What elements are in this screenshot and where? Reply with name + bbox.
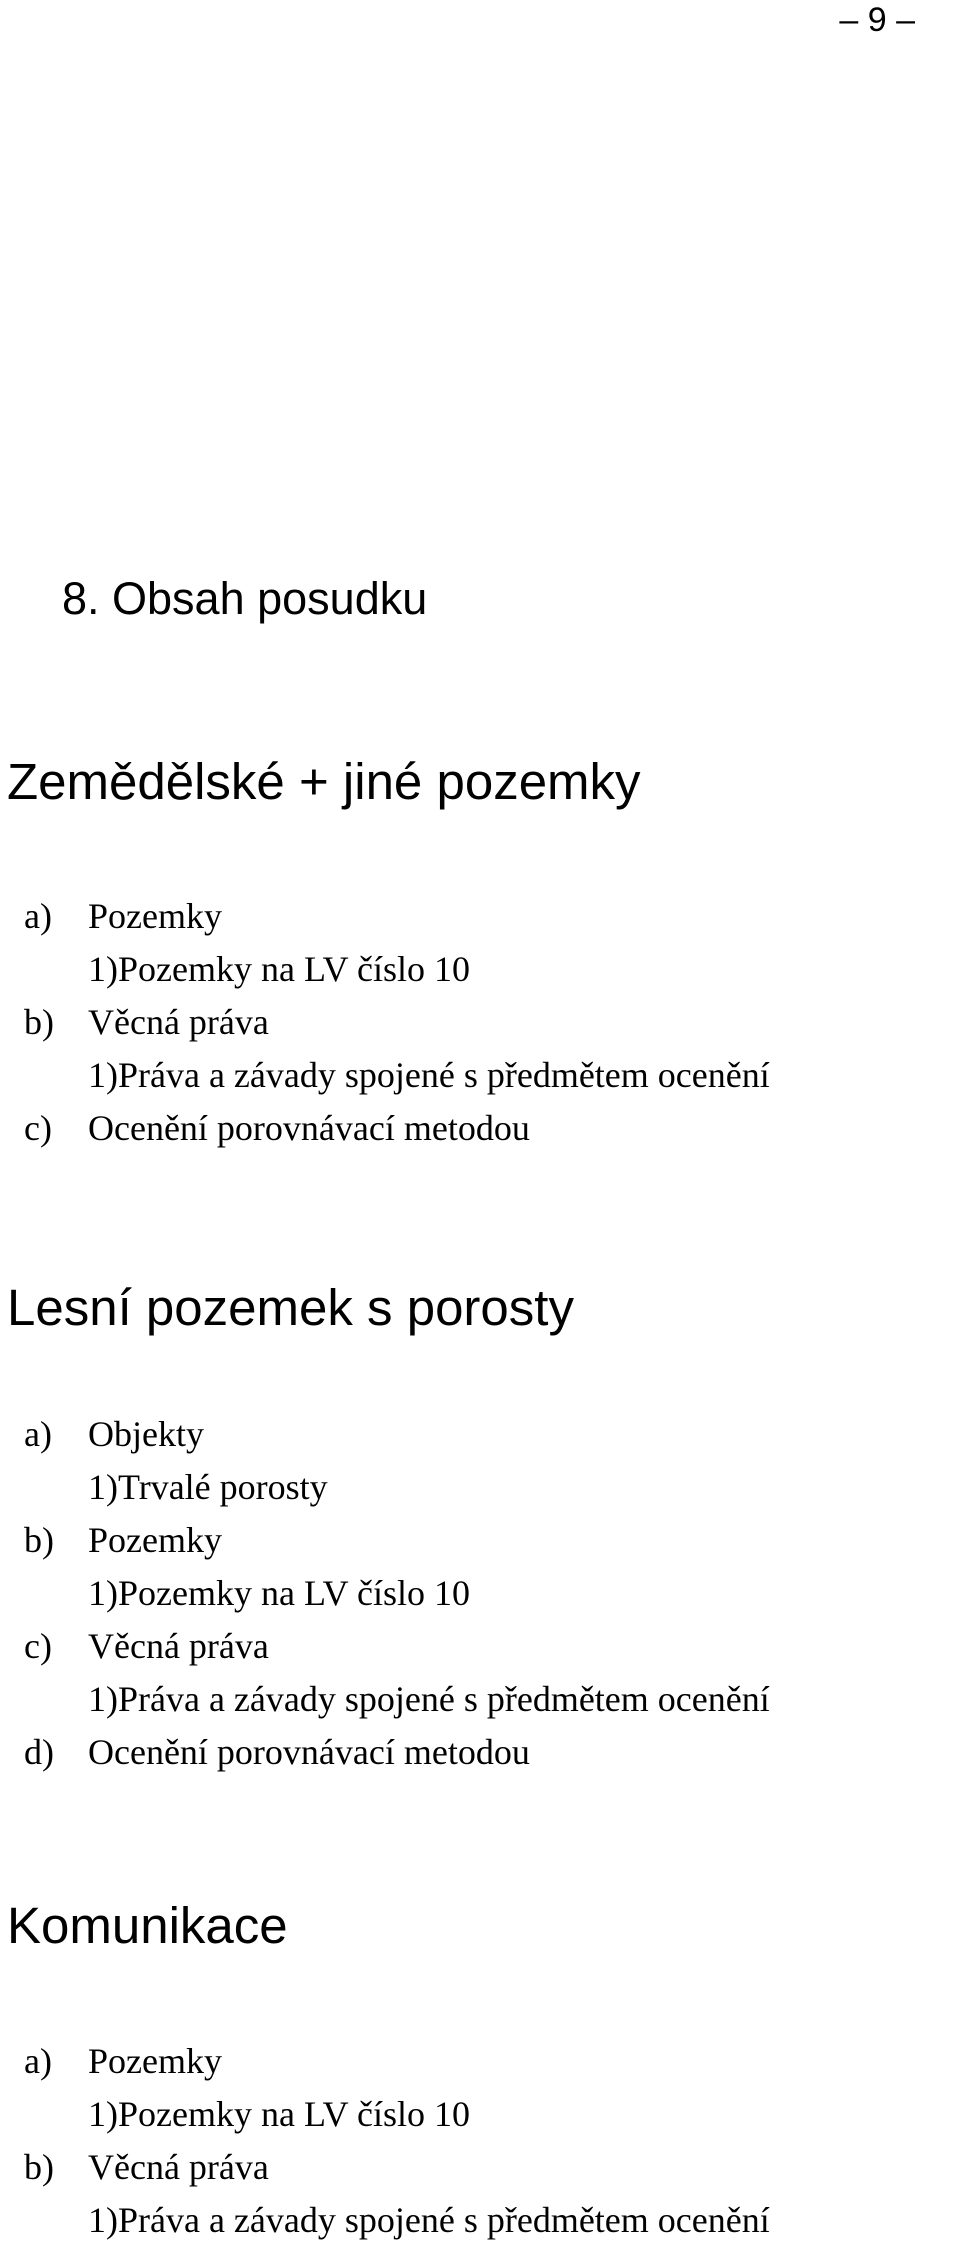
list-subitem: 1)Práva a závady spojené s předmětem ocenění xyxy=(88,2200,770,2240)
list-marker: a) xyxy=(24,896,52,936)
list-item-label: Ocenění porovnávací metodou xyxy=(88,1108,530,1148)
list-marker: b) xyxy=(24,1520,54,1560)
list-marker: a) xyxy=(24,1414,52,1454)
list-item xyxy=(24,2035,770,2141)
list-subitem: 1)Práva a závady spojené s předmětem ocenění xyxy=(88,1679,770,1719)
list-subitem: 1)Pozemky na LV číslo 10 xyxy=(88,949,470,989)
section-list-zemedelske-pozemky xyxy=(24,890,770,1155)
list-item xyxy=(24,2141,770,2247)
list-item xyxy=(24,996,770,1102)
list-marker: c) xyxy=(24,1626,52,1666)
list-marker: b) xyxy=(24,1002,54,1042)
list-item xyxy=(24,1620,770,1726)
list-item xyxy=(24,1408,770,1514)
list-item-label: Objekty xyxy=(88,1414,204,1454)
list-marker: d) xyxy=(24,1732,54,1772)
list-item-label: Pozemky xyxy=(88,1520,222,1560)
list-subitem: 1)Práva a závady spojené s předmětem ocenění xyxy=(88,1055,770,1095)
list-item xyxy=(24,1514,770,1620)
section-list-komunikace xyxy=(24,2035,770,2247)
list-item xyxy=(24,1726,770,1779)
list-marker: b) xyxy=(24,2147,54,2187)
page-number: – 9 – xyxy=(839,1,915,39)
list-subitem: 1)Trvalé porosty xyxy=(88,1467,328,1507)
list-subitem: 1)Pozemky na LV číslo 10 xyxy=(88,2094,470,2134)
page-title: 8. Obsah posudku xyxy=(62,573,428,624)
list-item-label: Věcná práva xyxy=(88,1002,269,1042)
list-item-label: Věcná práva xyxy=(88,1626,269,1666)
section-title-zemedelske-pozemky: Zemědělské + jiné pozemky xyxy=(7,753,641,810)
section-list-lesni-pozemek xyxy=(24,1408,770,1779)
list-item-label: Ocenění porovnávací metodou xyxy=(88,1732,530,1772)
list-marker: c) xyxy=(24,1108,52,1148)
list-item-label: Pozemky xyxy=(88,896,222,936)
list-item xyxy=(24,890,770,996)
list-item-label: Věcná práva xyxy=(88,2147,269,2187)
list-subitem: 1)Pozemky na LV číslo 10 xyxy=(88,1573,470,1613)
list-item xyxy=(24,1102,770,1155)
section-title-komunikace: Komunikace xyxy=(7,1897,288,1954)
section-title-lesni-pozemek: Lesní pozemek s porosty xyxy=(7,1279,574,1336)
list-marker: a) xyxy=(24,2041,52,2081)
list-item-label: Pozemky xyxy=(88,2041,222,2081)
